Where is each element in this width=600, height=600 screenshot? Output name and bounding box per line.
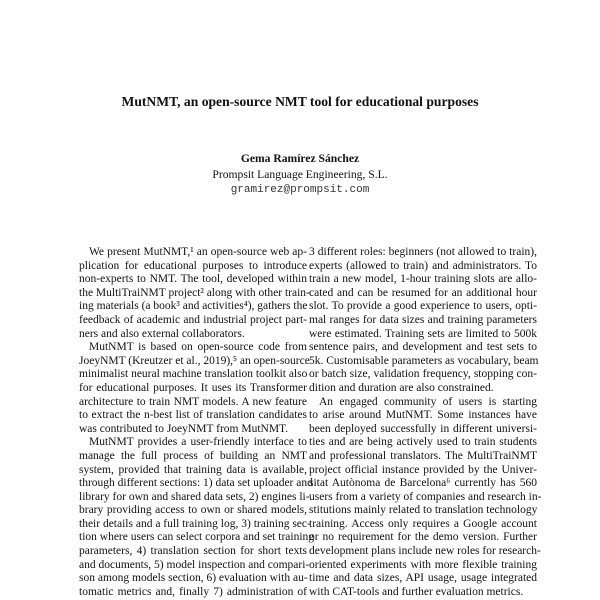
text-line: and professional translators. The MultiTraiNMT — [309, 449, 537, 462]
text-line: We present MutNMT,¹ an open-source web ap- — [89, 246, 307, 258]
text-line: were estimated. Training sets are limited to 500k — [309, 327, 537, 340]
text-line: library for own and shared data sets, 2) engines li- — [79, 490, 310, 503]
text-line: non-experts to NMT. The tool, developed within — [79, 273, 307, 286]
text-line: project official instance provided by the Univer- — [309, 463, 537, 476]
paragraph — [309, 395, 542, 600]
right-column — [309, 246, 542, 599]
text-line: with CAT-tools and further evaluation metrics. — [309, 585, 524, 598]
text-line: minimalist neural machine translation toolkit also — [79, 368, 308, 381]
text-line: to arise around MutNMT. Some instances have — [309, 409, 537, 422]
text-line: and documents, 5) model inspection and compari- — [79, 558, 310, 571]
text-line: tomatic metrics and, finally 7) administration of — [79, 585, 307, 598]
text-line: tion where users can select corpora and set training — [79, 531, 315, 544]
text-line: development plans include new roles for research- — [309, 545, 541, 558]
text-line: users from a variety of companies and research in- — [309, 490, 542, 503]
author-name: Gema Ramírez Sánchez — [240, 152, 360, 165]
text-line: ties and are being actively used to train students — [309, 436, 537, 449]
text-line: 5k. Customisable parameters as vocabulary, beam — [309, 354, 539, 367]
text-line: ners and also external collaborators. — [79, 327, 245, 340]
text-line: the MultiTraiNMT project² along with other train- — [79, 286, 310, 299]
text-line: for educational purposes. It uses its Transformer — [79, 381, 307, 394]
paper-title: MutNMT, an open-source NMT tool for educational purposes — [121, 94, 479, 109]
text-line: system, provided that training data is available, — [79, 463, 307, 476]
text-line: parameters, 4) translation section for short texts — [79, 545, 307, 558]
text-line: training. Access only requires a Google account — [309, 517, 537, 530]
text-line: MutNMT is based on open-source code from — [89, 341, 307, 354]
author-affiliation: Prompsit Language Engineering, S.L. — [212, 168, 388, 181]
text-line: their details and a full training log, 3) training sec- — [79, 517, 311, 530]
text-line: was contributed to JoeyNMT from MutNMT. — [79, 422, 289, 435]
text-line: brary providing access to own or shared models, — [79, 504, 307, 517]
text-line: ing materials (a book³ and activities⁴), gathers the — [79, 300, 308, 313]
text-line: dition and duration are also constrained. — [309, 381, 494, 394]
text-line: experts (allowed to train) and administrators. To — [309, 259, 537, 272]
text-line: train a new model, 1-hour training slots are allo- — [309, 273, 537, 286]
text-line: architecture to train NMT models. A new feature — [79, 395, 307, 408]
author-email: gramirez@prompsit.com — [230, 184, 370, 196]
text-line: been deployed successfully in different universi- — [309, 422, 537, 435]
paragraph — [79, 436, 315, 599]
text-line: 3 different roles: beginners (not allowed to train), — [309, 246, 537, 258]
text-line: feedback of academic and industrial project part- — [79, 313, 307, 326]
text-line: or no requirement for the demo version. Further — [309, 531, 537, 544]
text-line: cated and can be resumed for an additional hour — [309, 286, 537, 299]
text-line: sentence pairs, and development and test sets to — [309, 341, 537, 354]
paragraph — [79, 341, 310, 436]
text-line: An engaged community of users is starting — [319, 395, 537, 408]
paragraph — [309, 246, 537, 396]
left-column — [79, 246, 315, 599]
text-line: JoeyNMT (Kreutzer et al., 2019),⁵ an open-source — [79, 354, 310, 367]
text-line: sitat Autònoma de Barcelona⁶ currently has 560 — [309, 477, 537, 490]
text-line: or batch size, validation frequency, stopping con- — [309, 368, 537, 381]
text-line: MutNMT provides a user-friendly interface to — [89, 436, 307, 449]
text-line: manage the full process of building an NMT — [79, 449, 307, 462]
text-line: oriented experiments with more flexible training — [309, 558, 537, 571]
paragraph — [79, 246, 310, 341]
text-line: through different sections: 1) data set uploader and — [79, 477, 313, 490]
text-line: mal ranges for data sizes and training parameters — [309, 313, 537, 326]
text-line: stitutions mainly related to translation technology — [309, 504, 538, 517]
text-line: to extract the n-best list of translation candidates — [79, 409, 307, 422]
text-line: plication for educational purposes to introduce — [79, 259, 307, 272]
text-line: slot. To provide a good experience to users, opti- — [309, 300, 537, 313]
text-line: son among models section, 6) evaluation with au- — [79, 572, 308, 585]
text-line: time and data sizes, API usage, usage integrated — [309, 572, 537, 585]
